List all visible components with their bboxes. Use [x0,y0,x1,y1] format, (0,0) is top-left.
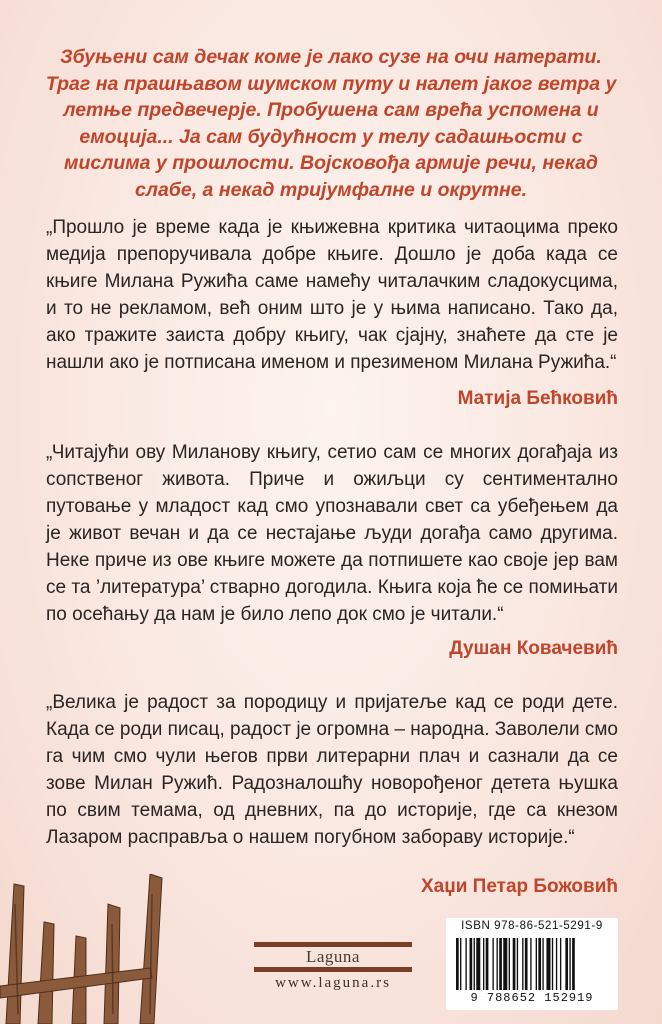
barcode-bar [483,938,484,990]
barcode-bar [460,938,461,990]
publisher-logo [254,942,412,992]
barcode-bar [556,938,557,990]
barcode-bar [565,938,568,990]
barcode-bar [552,938,553,990]
barcode-bar [470,938,473,990]
review-quote-3: „Велика је радост за породицу и пријатеље кад се роди дете. Када се роди писац, радост је огромна – народна. Заволели смо га чим смо чули његов први литерарни плач и сазнали да се зове Милан Ружић. Радозналошћу новорођеног детета њушка по свим темама, од дневних, па до историје, где са кнезом Лазаром расправља о нашем погубном забораву историје.“ [46,692,618,848]
barcode-bar [560,938,561,990]
barcode-bar [542,938,543,990]
review-author-2: Душан Ковачевић [449,638,618,659]
barcode-bar [465,938,466,990]
logo-bar-bottom [254,967,412,972]
barcode-bar [492,938,493,990]
barcode-bar [497,938,498,990]
barcode-bar [546,938,550,990]
barcode-bar [538,938,541,990]
barcode-bar [486,938,489,990]
barcode-bar [522,938,523,990]
wooden-fence-illustration [0,874,200,1024]
barcode-bar [499,938,502,990]
barcode-bar [536,938,537,990]
barcode-bar [509,938,510,990]
review-author-3: Хаџи Петар Божовић [421,876,618,897]
barcode-bar [476,938,480,990]
barcode-bar [530,938,531,990]
review-quote-2: „Читајући ову Миланову књигу, сетио сам се многих догађаја из сопственог живота. Приче и ожиљци су сентиментално путовање у младост кад смо упознавали свет са убеђењем да је живот вечан и да се нестајање људи догађа само другима. Неке приче из ове књиге можете да потпишете као своје јер вам се та ’литература’ стварно догодила. Књига која ће се помињати по осећању да нам је било лепо док смо је читали.“ [46,442,618,625]
review-author-1: Матија Бећковић [457,388,618,409]
publisher-url: www.laguna.rs [275,975,391,991]
barcode-bar [513,938,516,990]
barcode-bar [572,938,575,990]
barcode-bar [525,938,528,990]
isbn-block [446,918,618,1010]
barcode-bar [517,938,518,990]
barcode-bar [503,938,507,990]
isbn-label: ISBN 978-86-521-5291-9 [461,920,603,932]
barcode-digits: 9 788652 152919 [470,991,594,1005]
cover-blurb: Збуњени сам дечак коме је лако сузе на очи натерати. Траг на прашњавом шумском путу и налет јаког ветра у летње предвечерје. Пробушена сам врећа успомена и емоција... Ја сам будућност у телу садашњости с мислима у прошлости. Војсковођа армије речи, некад слабе, а некад тријумфалне и окрутне. [45,46,617,201]
barcode-bar [569,938,570,990]
barcode-bar [456,938,459,990]
barcode-bar [474,938,475,990]
barcode-icon [454,938,612,990]
publisher-name: Laguna [306,947,360,966]
review-quote-1: „Прошло је време када је књижевна критика читаоцима преко медија препоручивала добре књиге. Дошло је доба када се књиге Милана Ружића саме намећу читалачким сладокусцима, и то не рекламом, већ оним што је у њима написано. Тако да, ако тражите заиста добру књигу, чак сјајну, знаћете да сте је нашли ако је потписана именом и презименом Милана Ружића.“ [46,217,618,373]
